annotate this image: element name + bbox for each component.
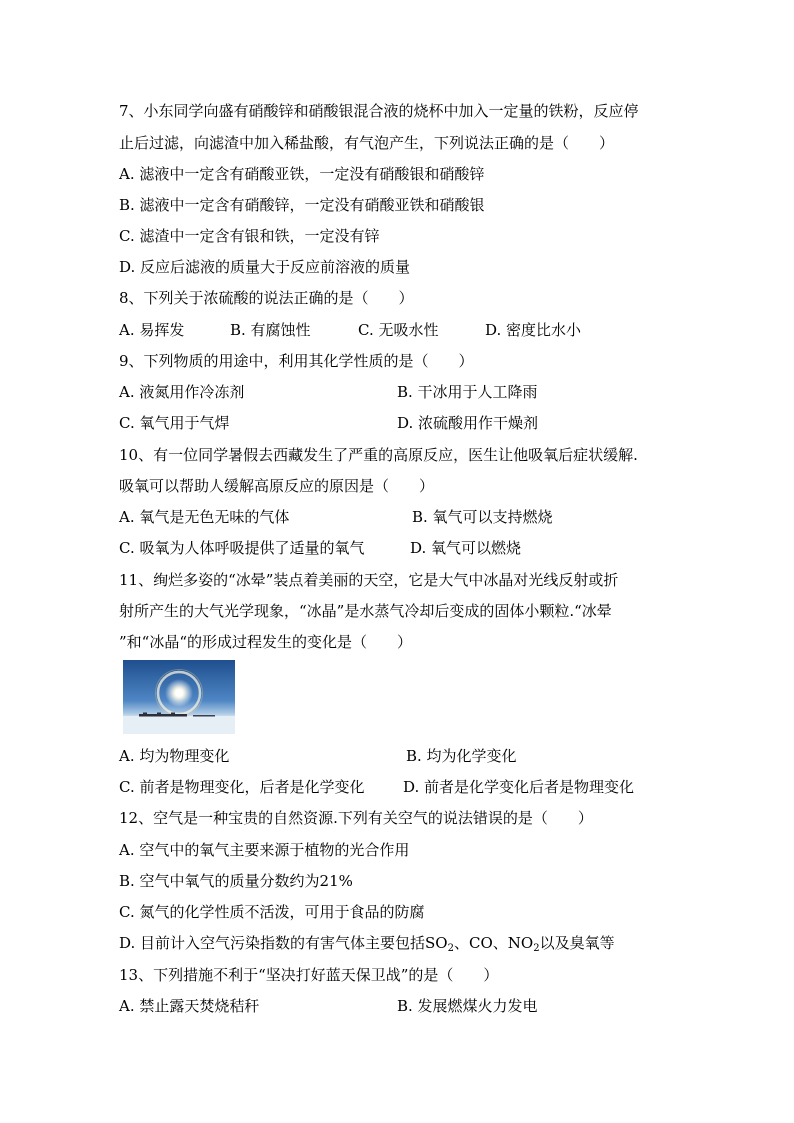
q13-stem: 13、下列措施不利于“坚决打好蓝天保卫战”的是（ ）	[119, 966, 499, 984]
q11-option-c: C. 前者是物理变化，后者是化学变化	[119, 778, 365, 796]
q10-stem-line1: 10、有一位同学暑假去西藏发生了严重的高原反应，医生让他吸氧后症状缓解.	[119, 446, 638, 464]
q12-option-d-text-mid: 、CO、NO	[453, 934, 534, 952]
q9-option-b: B. 干冰用于人工降雨	[397, 383, 538, 401]
q11-stem-line2: 射所产生的大气光学现象，“冰晶”是水蒸气冷却后变成的固体小颗粒.“冰晕	[119, 602, 612, 620]
q12-option-d-text-pre: D. 目前计入空气污染指数的有害气体主要包括SO	[119, 934, 448, 952]
q8-stem: 8、下列关于浓硫酸的说法正确的是（ ）	[119, 289, 414, 307]
q7-option-b: B. 滤液中一定含有硝酸锌，一定没有硝酸亚铁和硝酸银	[119, 196, 485, 214]
q13-option-a: A. 禁止露天焚烧秸秆	[119, 997, 260, 1015]
q12-stem: 12、空气是一种宝贵的自然资源.下列有关空气的说法错误的是（ ）	[119, 809, 593, 827]
q9-option-a: A. 液氮用作冷冻剂	[119, 383, 245, 401]
q12-option-b: B. 空气中氧气的质量分数约为21%	[119, 872, 353, 890]
q11-stem-line1: 11、绚烂多姿的“冰晕”装点着美丽的天空，它是大气中冰晶对光线反射或折	[119, 571, 619, 589]
q12-option-d-subscript-2: 2	[533, 943, 540, 954]
q8-option-a: A. 易挥发	[119, 321, 185, 339]
q7-option-a: A. 滤液中一定含有硝酸亚铁，一定没有硝酸银和硝酸锌	[119, 165, 485, 183]
q9-stem: 9、下列物质的用途中，利用其化学性质的是（ ）	[119, 352, 474, 370]
q7-option-c: C. 滤渣中一定含有银和铁，一定没有锌	[119, 227, 380, 245]
q12-option-d-subscript-1: 2	[447, 943, 454, 954]
q10-stem-line2: 吸氧可以帮助人缓解高原反应的原因是（ ）	[119, 477, 435, 495]
q11-option-a: A. 均为物理变化	[119, 747, 230, 765]
q12-option-c: C. 氮气的化学性质不活泼，可用于食品的防腐	[119, 903, 425, 921]
q8-option-c: C. 无吸水性	[358, 321, 439, 339]
q7-option-d: D. 反应后滤液的质量大于反应前溶液的质量	[119, 258, 411, 276]
ice-halo-photo	[123, 660, 235, 734]
q10-option-a: A. 氧气是无色无味的气体	[119, 508, 290, 526]
q10-option-b: B. 氧气可以支持燃烧	[412, 508, 553, 526]
q12-option-d	[119, 933, 615, 953]
q12-option-a: A. 空气中的氧气主要来源于植物的光合作用	[119, 841, 410, 859]
q11-stem-line3: ”和“冰晶“的形成过程发生的变化是（ ）	[119, 633, 413, 651]
q10-option-d: D. 氧气可以燃烧	[410, 539, 522, 557]
q9-option-d: D. 浓硫酸用作干燥剂	[397, 414, 539, 432]
q8-option-b: B. 有腐蚀性	[230, 321, 311, 339]
q8-option-d: D. 密度比水小	[485, 321, 582, 339]
q9-option-c: C. 氧气用于气焊	[119, 414, 230, 432]
q7-stem-line1: 7、小东同学向盛有硝酸锌和硝酸银混合液的烧杯中加入一定量的铁粉，反应停	[119, 102, 639, 120]
q10-option-c: C. 吸氧为人体呼吸提供了适量的氧气	[119, 539, 365, 557]
q13-option-b: B. 发展燃煤火力发电	[397, 997, 538, 1015]
q7-stem-line2: 止后过滤，向滤渣中加入稀盐酸，有气泡产生，下列说法正确的是（ ）	[119, 134, 615, 152]
q11-option-d: D. 前者是化学变化后者是物理变化	[403, 778, 635, 796]
q11-option-b: B. 均为化学变化	[406, 747, 517, 765]
q12-option-d-text-post: 以及臭氧等	[539, 934, 615, 952]
